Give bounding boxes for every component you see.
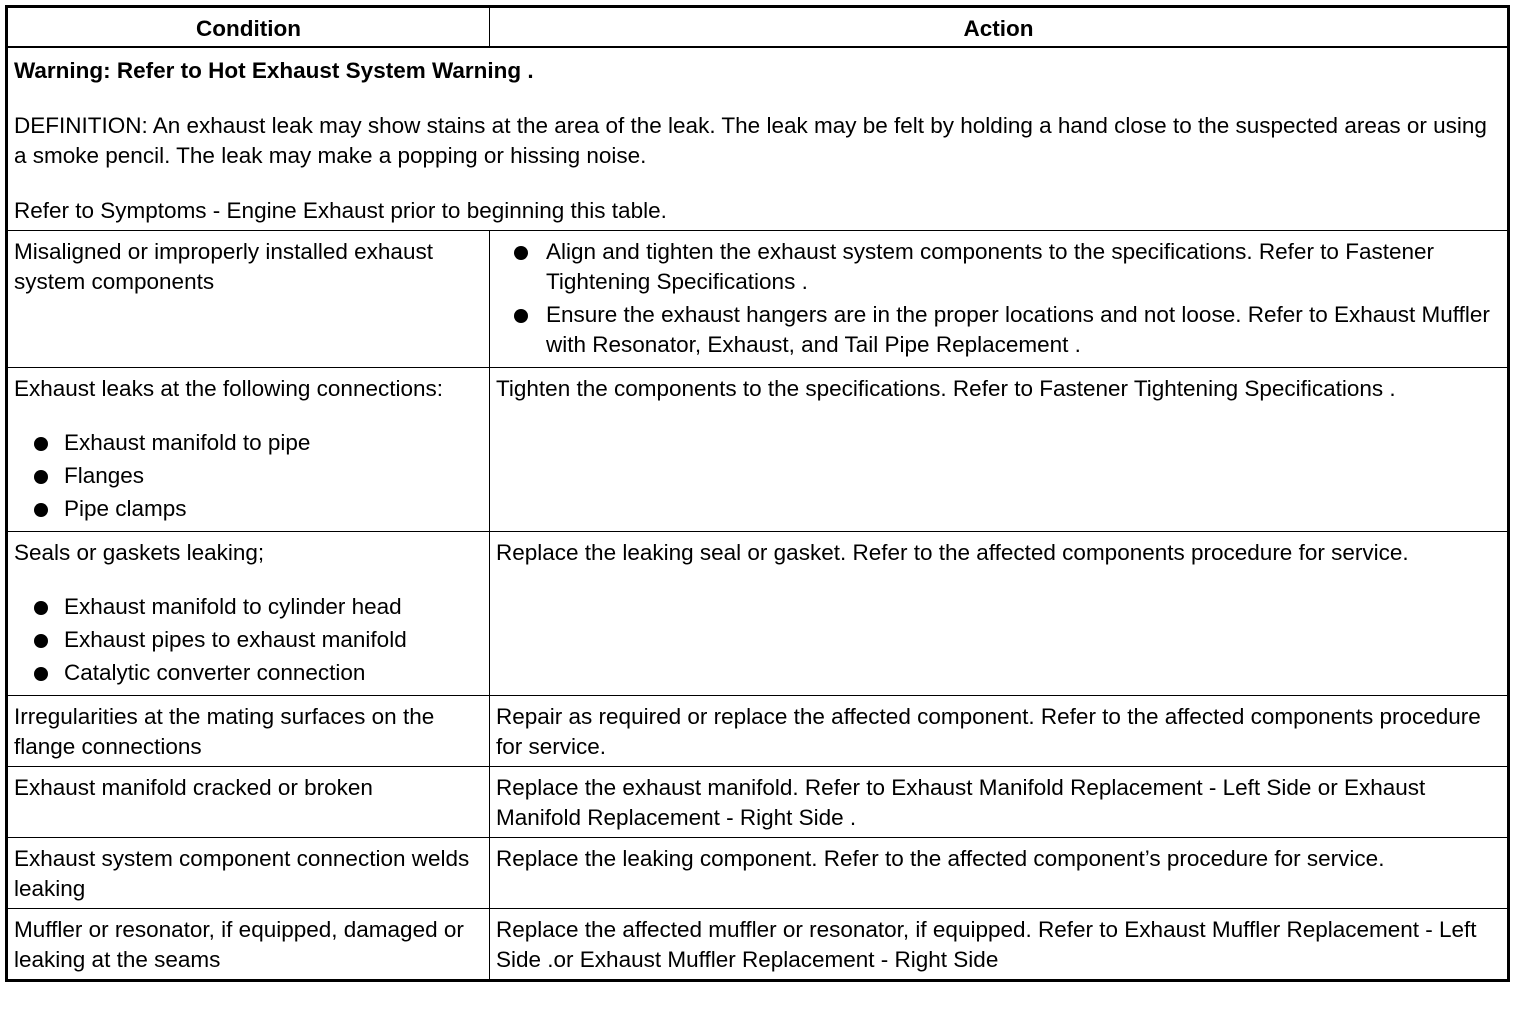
condition-bullet-list xyxy=(14,428,483,524)
bullet-icon xyxy=(514,246,528,260)
bullet-icon xyxy=(34,503,48,517)
condition-bullet-text: Pipe clamps xyxy=(64,496,187,521)
list-item xyxy=(14,494,483,524)
refer-text: Refer to Symptoms - Engine Exhaust prior to beginning this table. xyxy=(14,198,667,223)
warning-text: Warning: Refer to Hot Exhaust System Warning . xyxy=(14,58,534,83)
list-item xyxy=(14,592,483,622)
action-cell xyxy=(490,231,1509,368)
condition-cell xyxy=(7,767,490,838)
table-row xyxy=(7,368,1509,532)
condition-cell xyxy=(7,532,490,696)
bullet-icon xyxy=(34,634,48,648)
action-text: Replace the affected muffler or resonator, if equipped. Refer to Exhaust Muffler Replacement - Left Side .or Exhaust Muffler Replacement - Right Side xyxy=(496,917,1477,972)
action-text: Replace the exhaust manifold. Refer to Exhaust Manifold Replacement - Left Side or Exhaust Manifold Replacement - Right Side . xyxy=(496,775,1426,830)
action-cell xyxy=(490,909,1509,981)
action-cell xyxy=(490,838,1509,909)
bullet-icon xyxy=(34,470,48,484)
condition-text: Exhaust manifold cracked or broken xyxy=(14,775,373,800)
table-row xyxy=(7,909,1509,981)
action-cell xyxy=(490,368,1509,532)
condition-bullet-text: Flanges xyxy=(64,463,145,488)
condition-bullet-list xyxy=(14,592,483,688)
action-bullet-text: Ensure the exhaust hangers are in the proper locations and not loose. Refer to Exhaust Muffler with Resonator, Exhaust, and Tail Pipe Replacement . xyxy=(546,302,1490,357)
condition-cell xyxy=(7,696,490,767)
condition-header: Condition xyxy=(7,7,490,48)
action-cell xyxy=(490,767,1509,838)
list-item xyxy=(14,625,483,655)
condition-text: Seals or gaskets leaking; xyxy=(14,540,265,565)
definition-text: DEFINITION: An exhaust leak may show stains at the area of the leak. The leak may be felt by holding a hand close to the suspected areas or using a smoke pencil. The leak may make a popping or hissing noise. xyxy=(14,113,1487,168)
list-item xyxy=(14,658,483,688)
intro-cell xyxy=(7,47,1509,231)
bullet-icon xyxy=(34,667,48,681)
list-item xyxy=(14,461,483,491)
condition-cell xyxy=(7,838,490,909)
table-row xyxy=(7,532,1509,696)
action-cell xyxy=(490,532,1509,696)
condition-text: Exhaust leaks at the following connections: xyxy=(14,376,444,401)
list-item xyxy=(496,300,1501,360)
bullet-icon xyxy=(34,601,48,615)
action-bullet-list xyxy=(496,237,1501,360)
condition-cell xyxy=(7,231,490,368)
bullet-icon xyxy=(34,437,48,451)
table-row xyxy=(7,231,1509,368)
action-bullet-text: Align and tighten the exhaust system components to the specifications. Refer to Fastener Tightening Specifications . xyxy=(546,239,1434,294)
action-text: Tighten the components to the specifications. Refer to Fastener Tightening Specifications . xyxy=(496,376,1396,401)
list-item xyxy=(496,237,1501,297)
condition-text: Muffler or resonator, if equipped, damaged or leaking at the seams xyxy=(14,917,464,972)
condition-text: Misaligned or improperly installed exhaust system components xyxy=(14,239,433,294)
list-item xyxy=(14,428,483,458)
action-header: Action xyxy=(490,7,1509,48)
action-text: Repair as required or replace the affected component. Refer to the affected components procedure for service. xyxy=(496,704,1481,759)
condition-bullet-text: Exhaust manifold to cylinder head xyxy=(64,594,402,619)
table-row xyxy=(7,838,1509,909)
condition-text: Irregularities at the mating surfaces on the flange connections xyxy=(14,704,435,759)
condition-bullet-text: Catalytic converter connection xyxy=(64,660,366,685)
bullet-icon xyxy=(514,309,528,323)
condition-text: Exhaust system component connection welds leaking xyxy=(14,846,470,901)
action-text: Replace the leaking seal or gasket. Refer to the affected components procedure for service. xyxy=(496,540,1409,565)
table-row xyxy=(7,767,1509,838)
action-cell xyxy=(490,696,1509,767)
action-text: Replace the leaking component. Refer to the affected component’s procedure for service. xyxy=(496,846,1385,871)
condition-cell xyxy=(7,909,490,981)
header-row xyxy=(7,7,1509,48)
diagnostic-table xyxy=(5,5,1510,982)
condition-bullet-text: Exhaust pipes to exhaust manifold xyxy=(64,627,407,652)
condition-bullet-text: Exhaust manifold to pipe xyxy=(64,430,311,455)
condition-cell xyxy=(7,368,490,532)
intro-row xyxy=(7,47,1509,231)
table-row xyxy=(7,696,1509,767)
